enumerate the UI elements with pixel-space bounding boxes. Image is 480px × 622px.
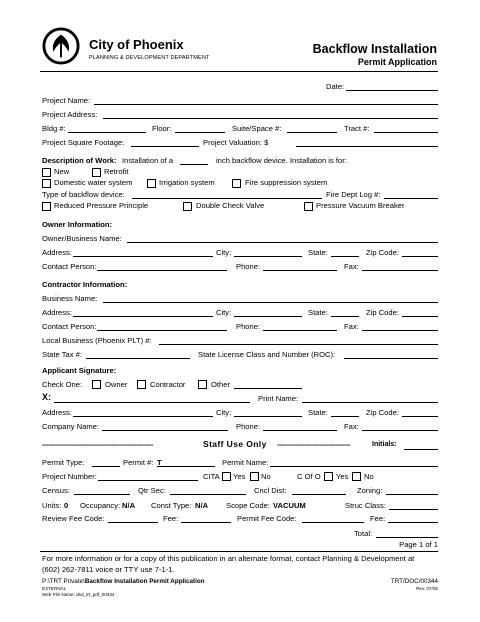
footer-path <box>42 578 205 585</box>
project-name-field[interactable] <box>94 104 438 105</box>
bldg-field[interactable] <box>68 132 146 133</box>
zoning-field[interactable] <box>386 494 438 495</box>
dcv-checkbox[interactable] <box>183 202 192 211</box>
c-of-o-yes-label: Yes <box>336 472 349 481</box>
date-field[interactable] <box>346 90 438 91</box>
rpp-label: Reduced Pressure Principle <box>54 201 149 210</box>
applicant-city-field[interactable] <box>234 416 302 417</box>
applicant-fax-field[interactable] <box>362 430 438 431</box>
owner-phone-label: Phone: <box>236 262 261 271</box>
permit-no-field[interactable] <box>157 466 215 467</box>
irrigation-checkbox[interactable] <box>147 179 156 188</box>
tract-field[interactable] <box>374 132 438 133</box>
scope-code-value: VACUUM <box>273 501 306 510</box>
company-name-field[interactable] <box>102 430 228 431</box>
applicant-zip-field[interactable] <box>402 416 438 417</box>
owner-contact-label: Contact Person: <box>42 262 97 271</box>
staff-divider-left: ----------------------------------------------------- <box>42 440 153 449</box>
applicant-address-label: Address: <box>42 408 72 417</box>
pvb-checkbox[interactable] <box>304 202 313 211</box>
project-address-field[interactable] <box>103 118 438 119</box>
cita-no-label: No <box>261 472 271 481</box>
census-label: Census: <box>42 486 70 495</box>
contractor-contact-field[interactable] <box>97 330 227 331</box>
contractor-city-field[interactable] <box>234 316 302 317</box>
review-fee-field[interactable] <box>181 522 231 523</box>
permit-type-label: Permit Type: <box>42 458 85 467</box>
print-name-field[interactable] <box>302 402 438 403</box>
applicant-contractor-label: Contractor <box>150 380 186 389</box>
permit-no-label: Permit #: <box>123 458 154 467</box>
applicant-owner-checkbox[interactable] <box>92 380 101 389</box>
owner-zip-label: Zip Code: <box>366 248 399 257</box>
state-tax-label: State Tax #: <box>42 350 82 359</box>
applicant-phone-field[interactable] <box>263 430 337 431</box>
zoning-label: Zoning: <box>357 486 383 495</box>
dcv-label: Double Check Valve <box>196 201 265 210</box>
owner-state-field[interactable] <box>331 256 359 257</box>
signature-x-label: X: <box>42 392 51 402</box>
c-of-o-yes-checkbox[interactable] <box>324 472 333 481</box>
const-type-value: N/A <box>195 501 209 510</box>
pvb-label: Pressure Vacuum Breaker <box>316 201 405 210</box>
applicant-fax-label: Fax: <box>344 422 359 431</box>
check-one-label: Check One: <box>42 380 83 389</box>
owner-zip-field[interactable] <box>402 256 438 257</box>
license-field[interactable] <box>344 358 438 359</box>
applicant-phone-label: Phone: <box>236 422 261 431</box>
applicant-zip-label: Zip Code: <box>366 408 399 417</box>
c-of-o-label: C Of O <box>297 472 321 481</box>
c-of-o-no-label: No <box>364 472 374 481</box>
applicant-state-label: State: <box>308 408 328 417</box>
contractor-address-label: Address: <box>42 308 72 317</box>
footer-divider <box>40 551 438 552</box>
type-device-label: Type of backflow device: <box>42 190 125 199</box>
applicant-other-field[interactable] <box>234 388 302 389</box>
doc-number: TRT/DOC/00344 <box>390 578 438 585</box>
contractor-state-field[interactable] <box>331 316 359 317</box>
local-business-label: Local Business (Phoenix PLT) #: <box>42 336 152 345</box>
initials-label: Initials: <box>372 441 397 448</box>
contractor-address-field[interactable] <box>73 316 213 317</box>
owner-city-label: City: <box>216 248 232 257</box>
contractor-heading: Contractor Information: <box>42 280 128 289</box>
occupancy-value: N/A <box>122 501 136 510</box>
retrofit-label: Retrofit <box>104 167 129 176</box>
type-device-field[interactable] <box>132 198 322 199</box>
city-of-phoenix-logo <box>42 27 80 65</box>
permit-type-field[interactable] <box>92 466 120 467</box>
new-checkbox[interactable] <box>42 168 51 177</box>
tract-label: Tract #: <box>344 124 370 133</box>
occupancy-label: Occupancy: <box>80 501 121 510</box>
review-fee-code-field[interactable] <box>108 522 158 523</box>
applicant-state-field[interactable] <box>331 416 359 417</box>
permit-name-label: Permit Name: <box>222 458 269 467</box>
suite-label: Suite/Space #: <box>232 124 282 133</box>
permit-name-field[interactable] <box>270 466 438 467</box>
contractor-phone-label: Phone: <box>236 322 261 331</box>
sq-footage-label: Project Square Footage: <box>42 138 125 147</box>
device-size-field[interactable] <box>180 164 208 165</box>
cita-no-checkbox[interactable] <box>250 472 259 481</box>
owner-fax-label: Fax: <box>344 262 359 271</box>
fire-log-field[interactable] <box>384 198 438 199</box>
suite-field[interactable] <box>287 132 337 133</box>
units-value: 0 <box>64 501 69 510</box>
applicant-other-checkbox[interactable] <box>198 380 207 389</box>
staff-divider-right: ----------------------------------- <box>277 440 351 449</box>
owner-fax-field[interactable] <box>362 270 438 271</box>
new-label: New <box>54 167 70 176</box>
applicant-city-label: City: <box>216 408 232 417</box>
c-of-o-no-checkbox[interactable] <box>352 472 361 481</box>
permit-fee-code-field[interactable] <box>302 522 364 523</box>
cita-label: CITA <box>203 472 220 481</box>
local-business-field[interactable] <box>159 344 438 345</box>
permit-fee-label: Fee: <box>370 514 386 523</box>
signature-field[interactable] <box>54 402 250 403</box>
struc-class-label: Struc Class: <box>345 501 386 510</box>
review-fee-label: Fee: <box>163 514 179 523</box>
owner-state-label: State: <box>308 248 328 257</box>
contractor-fax-field[interactable] <box>362 330 438 331</box>
footer-path-title: Backflow Installation Permit Application <box>84 578 205 585</box>
cncl-dist-field[interactable] <box>292 494 346 495</box>
domestic-label: Domestic water system <box>54 178 133 187</box>
contractor-contact-label: Contact Person: <box>42 322 97 331</box>
irrigation-label: Irrigation system <box>159 178 215 187</box>
domestic-checkbox[interactable] <box>42 179 51 188</box>
units-label: Units: <box>42 501 62 510</box>
contractor-state-label: State: <box>308 308 328 317</box>
retrofit-checkbox[interactable] <box>92 168 101 177</box>
applicant-heading: Applicant Signature: <box>42 366 117 375</box>
applicant-address-field[interactable] <box>73 416 213 417</box>
revision-label: Rev. 07/25 <box>416 586 438 591</box>
applicant-contractor-checkbox[interactable] <box>137 380 146 389</box>
company-name-label: Company Name: <box>42 422 99 431</box>
const-type-label: Const Type: <box>151 501 192 510</box>
date-label: Date: <box>326 82 345 91</box>
contractor-city-label: City: <box>216 308 232 317</box>
page-number: Page 1 of 1 <box>399 540 438 549</box>
form-title: Backflow Installation <box>312 42 437 56</box>
floor-field[interactable] <box>175 132 225 133</box>
permit-fee-field[interactable] <box>388 522 438 523</box>
scope-code-label: Scope Code: <box>226 501 270 510</box>
footer-path-prefix: P:\TRT Private\ <box>42 578 85 585</box>
contractor-zip-label: Zip Code: <box>366 308 399 317</box>
owner-address-field[interactable] <box>73 256 213 257</box>
owner-name-field[interactable] <box>127 242 438 243</box>
org-name: City of Phoenix <box>89 37 184 52</box>
project-number-field[interactable] <box>98 480 198 481</box>
permit-no-value: T <box>157 458 162 467</box>
state-tax-field[interactable] <box>86 358 190 359</box>
floor-label: Floor: <box>152 124 172 133</box>
department-name: PLANNING & DEVELOPMENT DEPARTMENT <box>89 55 210 61</box>
web-file-name: Web File Name: dsd_trt_pdf_00344 <box>42 592 115 597</box>
footer-info-phone: (602) 262-7811 voice or TTY use 7-1-1. <box>42 565 175 574</box>
staff-use-title: Staff Use Only <box>203 439 267 449</box>
fire-suppression-label: Fire suppression system <box>245 178 328 187</box>
review-fee-code-label: Review Fee Code: <box>42 514 105 523</box>
contractor-name-field[interactable] <box>103 302 438 303</box>
valuation-field[interactable] <box>296 146 438 147</box>
print-name-label: Print Name: <box>258 394 299 403</box>
fire-log-label: Fire Dept Log #: <box>326 190 381 199</box>
owner-address-label: Address: <box>42 248 72 257</box>
inch-device-label: inch backflow device. Installation is for: <box>216 156 347 165</box>
header-divider <box>40 71 438 72</box>
struc-class-field[interactable] <box>389 509 438 510</box>
owner-contact-field[interactable] <box>97 270 227 271</box>
owner-phone-field[interactable] <box>263 270 337 271</box>
fire-suppression-checkbox[interactable] <box>232 179 241 188</box>
valuation-label: Project Valuation: $ <box>203 138 269 147</box>
owner-city-field[interactable] <box>234 256 302 257</box>
applicant-other-label: Other <box>211 380 230 389</box>
project-number-label: Project Number: <box>42 472 97 481</box>
cita-yes-checkbox[interactable] <box>222 472 231 481</box>
cita-yes-label: Yes <box>233 472 246 481</box>
permit-fee-code-label: Permit Fee Code: <box>237 514 297 523</box>
cncl-dist-label: Cncl Dist: <box>254 486 287 495</box>
applicant-owner-label: Owner <box>105 380 128 389</box>
external-label: EXTERNAL <box>42 586 67 591</box>
footer-info: For more information or for a copy of this publication in an alternate format, contact Planning & Development at <box>42 554 415 563</box>
license-label: State License Class and Number (ROC): <box>198 350 336 359</box>
census-field[interactable] <box>74 494 130 495</box>
initials-field[interactable] <box>404 449 438 450</box>
sq-footage-field[interactable] <box>131 146 199 147</box>
contractor-name-label: Business Name: <box>42 294 98 303</box>
contractor-fax-label: Fax: <box>344 322 359 331</box>
project-address-label: Project Address: <box>42 110 98 119</box>
owner-name-label: Owner/Business Name: <box>42 234 122 243</box>
rpp-checkbox[interactable] <box>42 202 51 211</box>
project-name-label: Project Name: <box>42 96 91 105</box>
total-label: Total: <box>354 529 373 538</box>
install-a-label: Installation of a <box>122 156 174 165</box>
qtr-sec-label: Qtr Sec: <box>138 486 166 495</box>
work-label: Description of Work: <box>42 156 117 165</box>
bldg-label: Bldg #: <box>42 124 66 133</box>
contractor-zip-field[interactable] <box>402 316 438 317</box>
form-subtitle: Permit Application <box>357 57 437 67</box>
qtr-sec-field[interactable] <box>170 494 246 495</box>
total-field[interactable] <box>376 537 438 538</box>
contractor-phone-field[interactable] <box>263 330 337 331</box>
owner-heading: Owner Information: <box>42 220 113 229</box>
